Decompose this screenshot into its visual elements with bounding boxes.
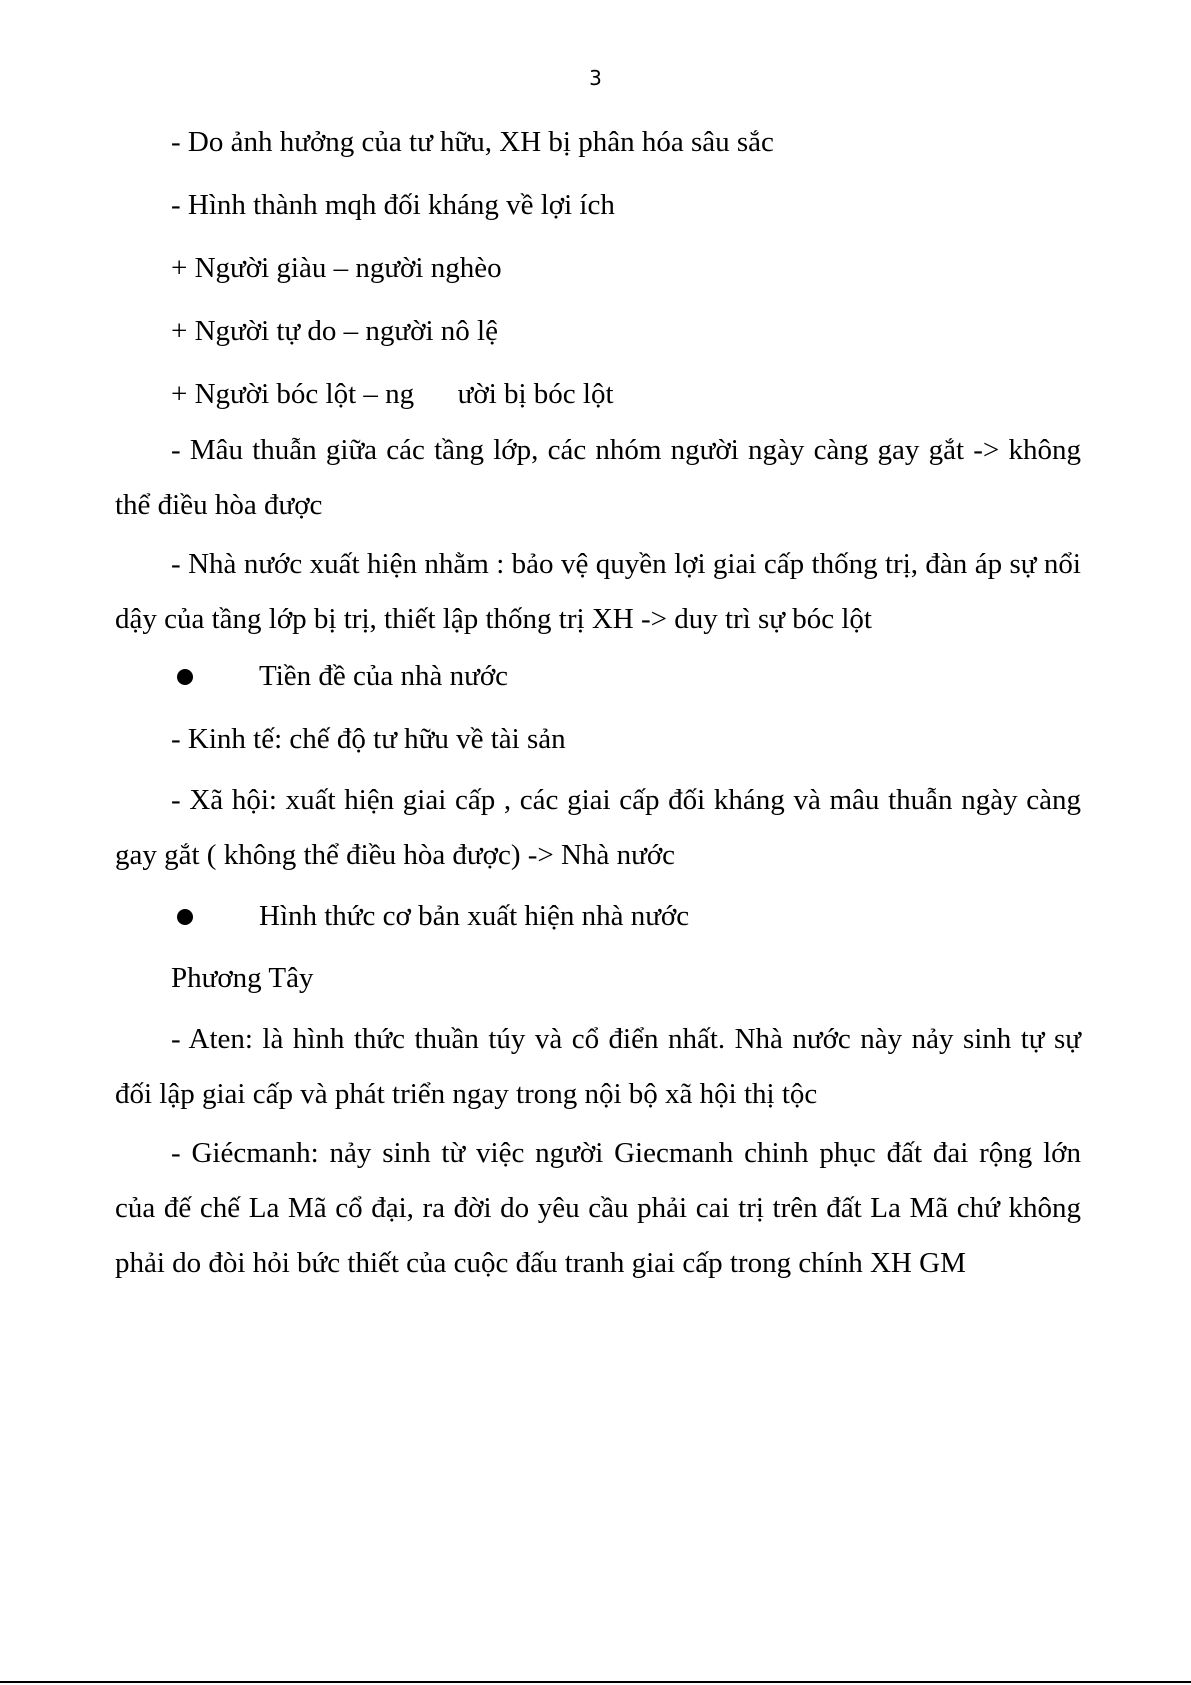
- bullet-icon: [177, 909, 193, 925]
- paragraph: - Mâu thuẫn giữa các tầng lớp, các nhóm người ngày càng gay gắt -> không thể điều hòa được: [115, 434, 1081, 521]
- bullet-heading-text: Hình thức cơ bản xuất hiện nhà nước: [259, 900, 690, 932]
- bullet-icon: [177, 669, 193, 685]
- footer-divider: [0, 1681, 1191, 1683]
- paragraph: - Hình thành mqh đối kháng về lợi ích: [171, 189, 615, 221]
- bullet-heading-text: Tiền đề của nhà nước: [259, 660, 509, 692]
- list-item: + Người bóc lột – ng ười bị bóc lột: [171, 378, 614, 410]
- page-number: 3: [589, 66, 602, 90]
- paragraph: - Do ảnh hưởng của tư hữu, XH bị phân hóa sâu sắc: [171, 126, 774, 158]
- list-item: + Người tự do – người nô lệ: [171, 315, 498, 347]
- paragraph: - Xã hội: xuất hiện giai cấp , các giai cấp đối kháng và mâu thuẫn ngày càng gay gắt ( không thể điều hòa được) -> Nhà nước: [115, 784, 1081, 871]
- paragraph: - Giécmanh: nảy sinh từ việc người Giecmanh chinh phục đất đai rộng lớn của đế chế La Mã cổ đại, ra đời do yêu cầu phải cai trị trên đất La Mã chứ không phải do đòi hỏi bức thiết của cuộc đấu tranh giai cấp trong chính XH GM: [115, 1137, 1081, 1279]
- paragraph: - Kinh tế: chế độ tư hữu về tài sản: [171, 723, 566, 755]
- list-item: + Người giàu – người nghèo: [171, 252, 502, 284]
- section-subheading: Phương Tây: [171, 962, 314, 994]
- paragraph: - Aten: là hình thức thuần túy và cổ điển nhất. Nhà nước này nảy sinh tự sự đối lập giai cấp và phát triển ngay trong nội bộ xã hội thị tộc: [115, 1023, 1081, 1110]
- paragraph: - Nhà nước xuất hiện nhằm : bảo vệ quyền lợi giai cấp thống trị, đàn áp sự nổi dậy của tầng lớp bị trị, thiết lập thống trị XH -> duy trì sự bóc lột: [115, 548, 1081, 635]
